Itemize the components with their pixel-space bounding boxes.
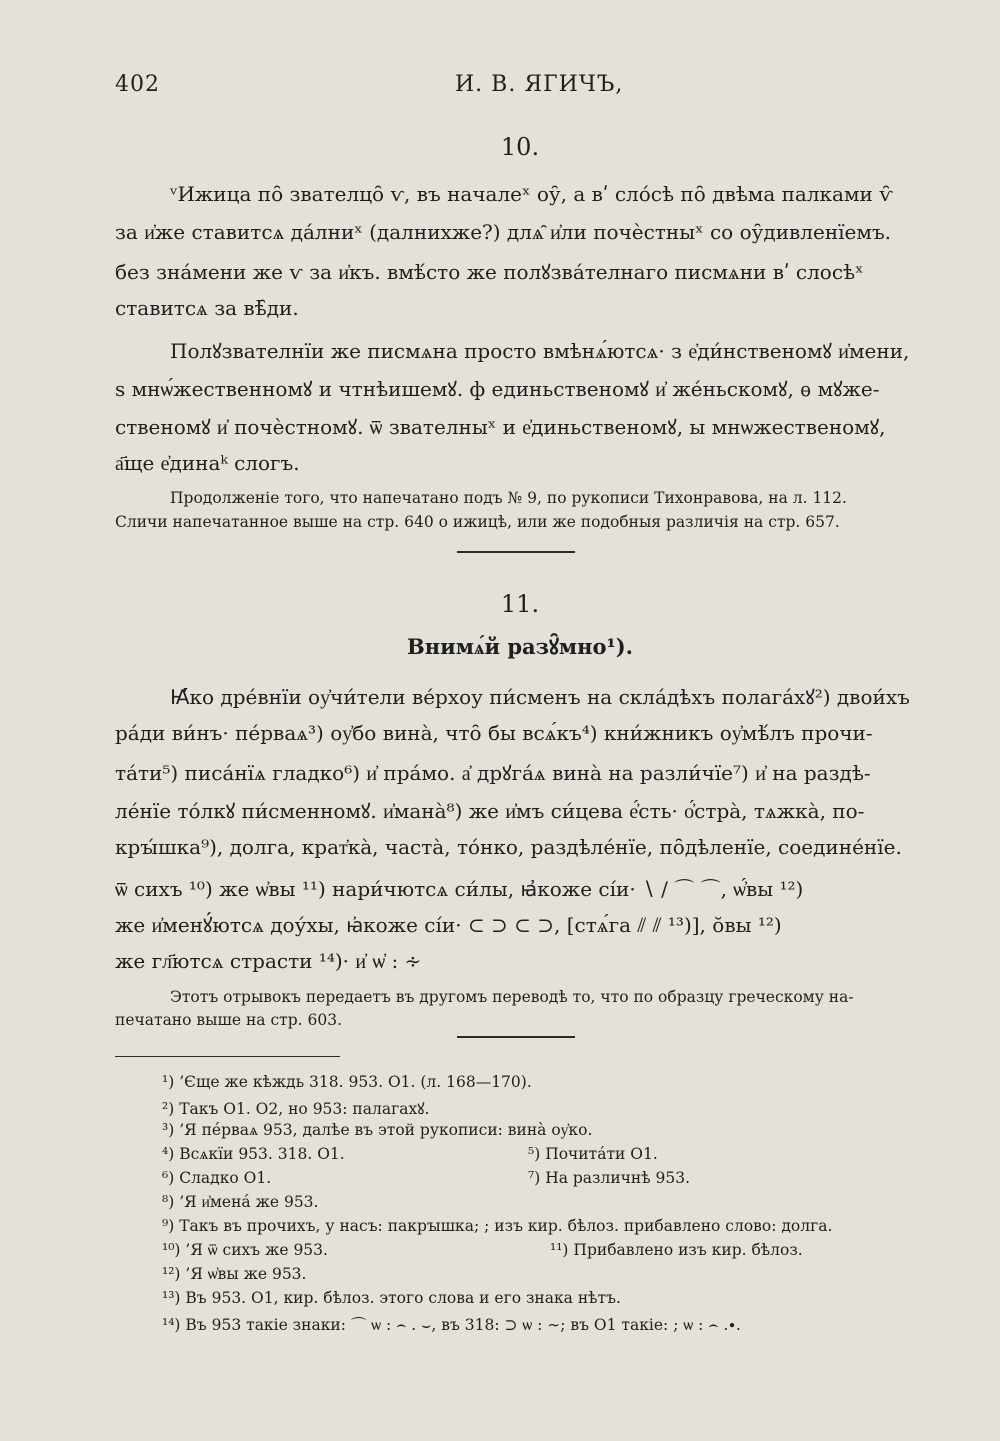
footnote <box>162 1073 532 1091</box>
section-10-note: Продолженіе того, что напечатано подъ № 9, по рукописи Тихонравова, на л. 112. <box>170 489 847 507</box>
section-11-line: же и҆менꙋ́ютсѧ доу́хы, ꙗ҆коже сі́и· ⊂ ⊃ ⊂ ⊃, [стѧ́га ⫽ ⫽ ¹³)], о̆вы ¹²) <box>115 913 782 937</box>
section-11-line: ле́нїе то́лкꙋ пи́сменномꙋ. и҆мана̀⁸) же и҆мъ си́цева е҆́сть· о҆́стра̀, тѧжка̀, по- <box>115 799 865 823</box>
section-11-title: Внимѧ́й разꙋ̑мно¹). <box>407 634 633 659</box>
footnote-text: Всѧкїи 953. 318. О1. <box>179 1145 345 1163</box>
footnote-marker: ⁵) <box>528 1145 541 1163</box>
footnote <box>550 1241 803 1259</box>
section-10-note: Сличи напечатанное выше на стр. 640 о ижицѣ, или же подобныя различія на стр. 657. <box>115 513 840 531</box>
footnote-marker: ⁹) <box>162 1217 175 1235</box>
footnote-marker: ¹³) <box>162 1289 181 1307</box>
section-10-line: ᵛИжица по̑ звателцо̑ ѵ, въ началеˣ оу̑, а вʹ сло́сѣ по̑ двѣма палками ѵ̑ <box>170 182 893 206</box>
footnote-text: ’Я ѡ҆вы же 953. <box>185 1265 307 1283</box>
footnote-text: ’Я ѿ сихъ же 953. <box>185 1241 328 1259</box>
footnote <box>162 1289 621 1307</box>
section-10-line: а҃ще е҆динаᵏ слогъ. <box>115 451 300 475</box>
footnote-text: Почита́ти О1. <box>545 1145 658 1163</box>
section-11-line: та́ти⁵) писа́нїѧ гладко⁶) и҆ пра́мо. а҆ дрꙋга́ѧ вина̀ на разли́чїе⁷) и҆ на раздѣ- <box>115 761 871 785</box>
footnote <box>162 1193 318 1212</box>
footnote-marker: ⁶) <box>162 1169 175 1187</box>
footnote <box>162 1169 271 1187</box>
section-10-line: ставитсѧ за вѣ̑ди. <box>115 296 299 320</box>
footnote-text: ’Я пе́рваѧ 953, далѣе въ этой рукописи: вина̀ оу҆ко. <box>179 1121 593 1139</box>
footnote <box>162 1097 429 1119</box>
footnote <box>162 1265 306 1284</box>
footnote-rule <box>115 1056 340 1057</box>
footnote-text: ’Єще же кѣждь 318. 953. О1. (л. 168—170). <box>179 1073 532 1091</box>
section-11-note: Этотъ отрывокъ передаетъ въ другомъ переводѣ то, что по образцу греческому на- <box>170 988 854 1006</box>
running-title: И. В. ЯГИЧЪ, <box>455 72 624 97</box>
footnote <box>162 1313 741 1335</box>
footnote-marker: ²) <box>162 1100 175 1118</box>
footnote-text: Сладко О1. <box>179 1169 272 1187</box>
footnote-text: Въ 953 такіе знаки: ⌒ ѡ : ⌢ . ⌣, въ 318: ⊃ ѡ : ∼; въ О1 такіе: ; ѡ : ⌢ .∙. <box>185 1316 741 1334</box>
footnote-marker: ¹¹) <box>550 1241 569 1259</box>
footnote <box>528 1169 690 1187</box>
section-10-line: Полꙋзвателнїи же писмѧна просто вмѣнѧ́ютсѧ· з е҆ди́нственомꙋ и҆мени, <box>170 339 910 363</box>
footnote-marker: ³) <box>162 1121 175 1139</box>
section-10-line: ѕ мнѡ́жественномꙋ и чтнѣишемꙋ. ф единьственомꙋ и҆ же́ньскомꙋ, ѳ мꙋже- <box>115 377 880 401</box>
footnote <box>528 1145 658 1163</box>
section-divider <box>457 1036 575 1038</box>
footnote <box>162 1217 832 1235</box>
section-11-line: же гл҃ютсѧ страсти ¹⁴)· и҆ ѡ҆ : ∻ <box>115 949 422 973</box>
section-10-line: за и҆же ставитсѧ да́лниˣ (далнихже?) длѧ̑ и҆ли почѐстныˣ со оу̑дивленїемъ. <box>115 220 892 244</box>
footnote-marker: ¹⁰) <box>162 1241 181 1259</box>
footnote-text: Такъ О1. О2, но 953: палагахꙋ. <box>179 1100 430 1118</box>
footnote-marker: ⁷) <box>528 1169 541 1187</box>
footnote <box>162 1241 328 1260</box>
section-11-line: ѿ сихъ ¹⁰) же ѡ҆вы ¹¹) нари́чютсѧ си́лы, ꙗ҆коже сі́и· ∖ ∕ ⌒ ⌒, ѡ҆́вы ¹²) <box>115 877 804 901</box>
section-10-line: ственомꙋ и҆ почѐстномꙋ. ѿ звателныˣ и е҆диньственомꙋ, ы мнѡжественомꙋ, <box>115 415 886 439</box>
footnote-text: Въ 953. О1, кир. бѣлоз. этого слова и его знака нѣтъ. <box>185 1289 621 1307</box>
section-10-line: без зна́мени же ѵ за и҆къ. вмѣ́сто же полꙋзва́телнаго писмѧни вʹ слосѣˣ <box>115 260 864 284</box>
section-11-number: 11. <box>500 590 540 618</box>
footnote-text: ’Я и҆мена́ же 953. <box>179 1193 319 1211</box>
footnote-marker: ¹) <box>162 1073 175 1091</box>
footnote <box>162 1145 345 1164</box>
footnote-text: Такъ въ прочихъ, у насъ: пакрꙑшка; ; изъ кир. бѣлоз. прибавлено слово: долга. <box>179 1217 833 1235</box>
footnote-marker: ¹⁴) <box>162 1316 181 1334</box>
footnote-marker: ⁸) <box>162 1193 175 1211</box>
footnote-text: Прибавлено изъ кир. бѣлоз. <box>573 1241 803 1259</box>
footnote-text: На различнѣ 953. <box>545 1169 691 1187</box>
section-11-note: печатано выше на стр. 603. <box>115 1011 343 1029</box>
footnote <box>162 1121 592 1140</box>
section-11-line: ра́ди ви́нъ· пе́рваѧ³) оу҆бо вина̀, что̑ бы всѧ́къ⁴) кни́жникъ оу҆мѣ́лъ прочи- <box>115 721 873 745</box>
section-11-line: крꙑ́шка⁹), долга, крат҆ка̀, часта̀, то́нко, раздѣле́нїе, по̑дѣленїе, соедине́нїе. <box>115 835 902 859</box>
page-number: 402 <box>115 72 160 97</box>
section-10-number: 10. <box>500 133 540 161</box>
section-divider <box>457 551 575 553</box>
footnote-marker: ⁴) <box>162 1145 175 1163</box>
footnote-marker: ¹²) <box>162 1265 181 1283</box>
section-11-line: Ꙗ҆́ко дре́внїи оу҆чи́тели ве́рхоу пи́сменъ на скла́дѣхъ полага́хꙋ²) двои́хъ <box>170 685 910 709</box>
